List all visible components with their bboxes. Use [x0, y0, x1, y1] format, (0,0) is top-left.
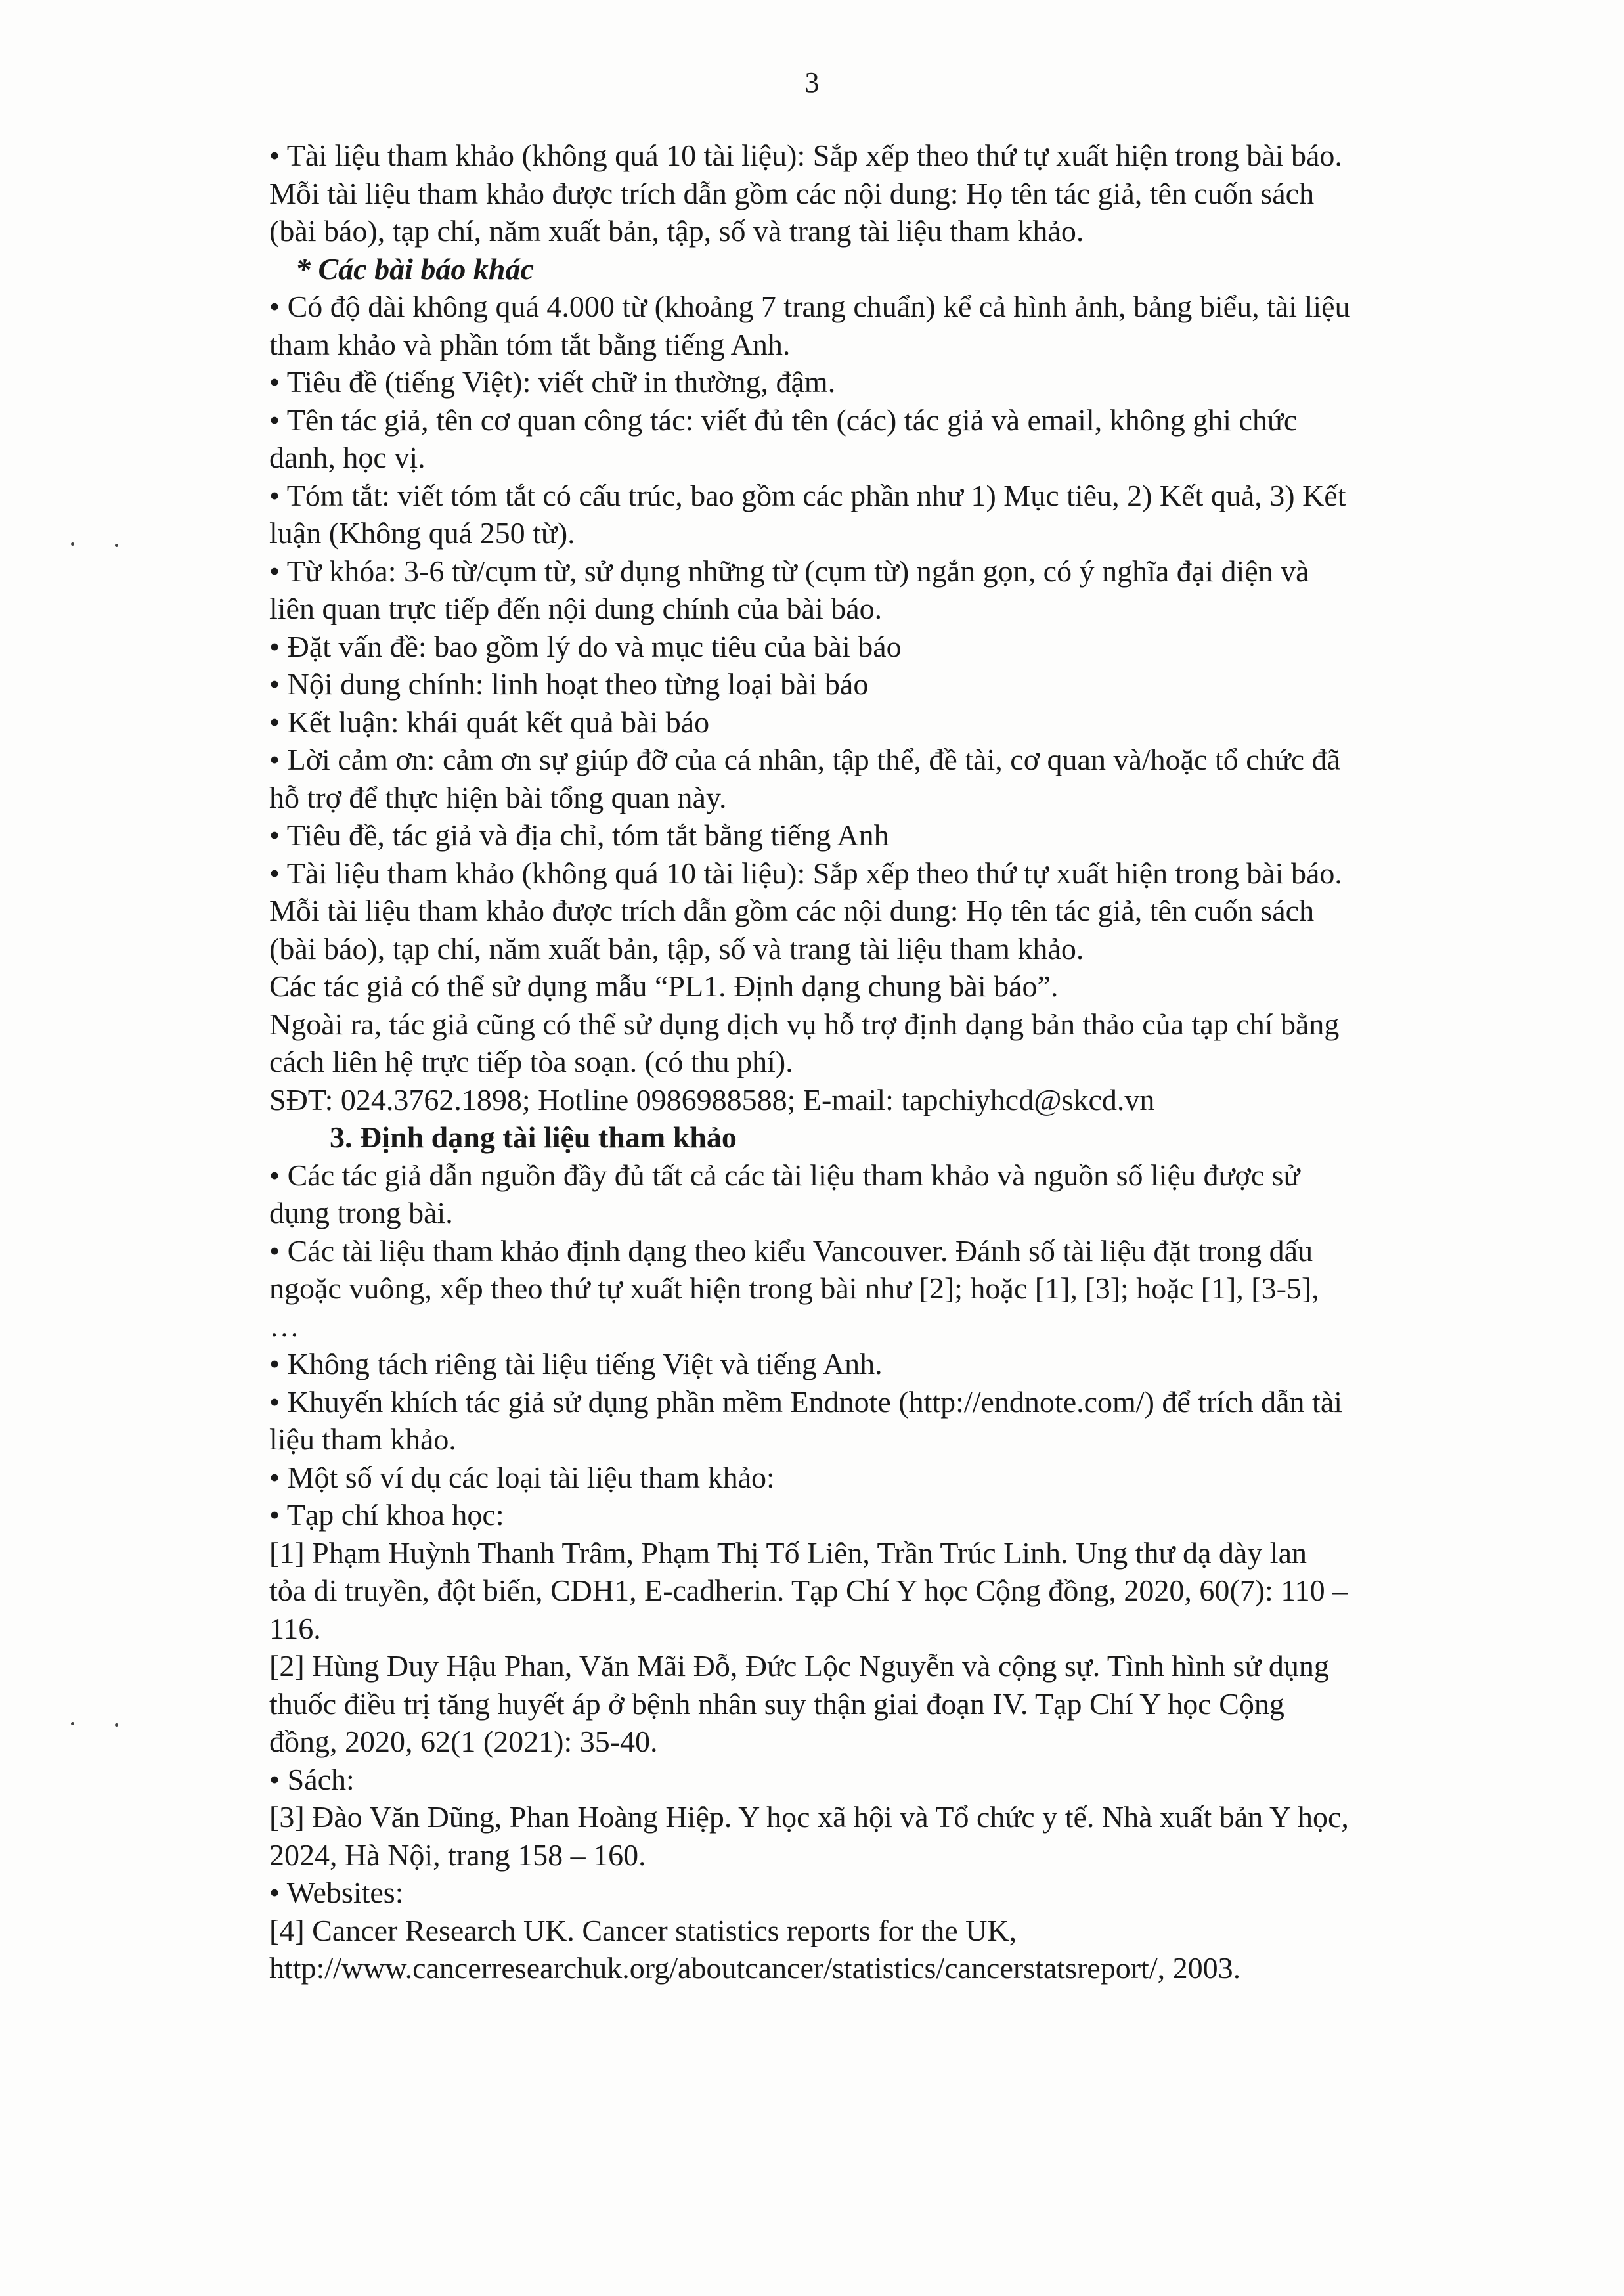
text-line: • Tài liệu tham khảo (không quá 10 tài liệu): Sắp xếp theo thứ tự xuất hiện trong bài báo.: [269, 856, 1342, 890]
reference-item: 2024, Hà Nội, trang 158 – 160.: [269, 1838, 646, 1872]
text-line: …: [269, 1309, 299, 1343]
text-line: (bài báo), tạp chí, năm xuất bản, tập, số và trang tài liệu tham khảo.: [269, 931, 1084, 965]
reference-item: [4] Cancer Research UK. Cancer statistics reports for the UK,: [269, 1913, 1017, 1947]
body-text: [269, 137, 1504, 1987]
text-line: luận (Không quá 250 từ).: [269, 516, 575, 550]
reference-item: tỏa di truyền, đột biến, CDH1, E-cadherin. Tạp Chí Y học Cộng đồng, 2020, 60(7): 110 –: [269, 1574, 1348, 1607]
text-line: hỗ trợ để thực hiện bài tổng quan này.: [269, 780, 727, 814]
text-line: • Tiêu đề, tác giả và địa chỉ, tóm tắt bằng tiếng Anh: [269, 818, 889, 852]
scan-speck: [115, 1723, 118, 1727]
reference-item: thuốc điều trị tăng huyết áp ở bệnh nhân suy thận giai đoạn IV. Tạp Chí Y học Cộng: [269, 1687, 1284, 1721]
reference-item: [2] Hùng Duy Hậu Phan, Văn Mãi Đỗ, Đức Lộc Nguyễn và cộng sự. Tình hình sử dụng: [269, 1649, 1329, 1683]
text-line: • Một số ví dụ các loại tài liệu tham khảo:: [269, 1460, 775, 1494]
scan-speck: [115, 544, 118, 547]
text-line: • Sách:: [269, 1762, 355, 1796]
text-line: • Lời cảm ơn: cảm ơn sự giúp đỡ của cá nhân, tập thể, đề tài, cơ quan và/hoặc tổ chức đã: [269, 743, 1340, 776]
text-line: • Các tài liệu tham khảo định dạng theo kiểu Vancouver. Đánh số tài liệu đặt trong dấu: [269, 1233, 1313, 1268]
text-line: • Tiêu đề (tiếng Việt): viết chữ in thường, đậm.: [269, 365, 836, 399]
reference-item: đồng, 2020, 62(1 (2021): 35-40.: [269, 1725, 658, 1758]
text-line: liệu tham khảo.: [269, 1423, 456, 1456]
text-line: • Đặt vấn đề: bao gồm lý do và mục tiêu của bài báo: [269, 629, 902, 663]
text-line: • Từ khóa: 3-6 từ/cụm từ, sử dụng những từ (cụm từ) ngắn gọn, có ý nghĩa đại diện và: [269, 554, 1309, 588]
section-heading-references: 3. Định dạng tài liệu tham khảo: [330, 1120, 737, 1154]
text-line: Ngoài ra, tác giả cũng có thể sử dụng dịch vụ hỗ trợ định dạng bản thảo của tạp chí bằng: [269, 1007, 1340, 1041]
contact-line: SĐT: 024.3762.1898; Hotline 0986988588; E-mail: tapchiyhcd@skcd.vn: [269, 1082, 1155, 1116]
text-line: danh, học vị.: [269, 441, 426, 474]
text-line: • Nội dung chính: linh hoạt theo từng loại bài báo: [269, 667, 869, 701]
text-line: Mỗi tài liệu tham khảo được trích dẫn gồm các nội dung: Họ tên tác giả, tên cuốn sách: [269, 894, 1315, 927]
text-line: • Khuyến khích tác giả sử dụng phần mềm Endnote (http://endnote.com/) để trích dẫn tài: [269, 1384, 1343, 1419]
text-line: • Có độ dài không quá 4.000 từ (khoảng 7 trang chuẩn) kể cả hình ảnh, bảng biểu, tài liệu: [269, 290, 1350, 323]
text-line: • Websites:: [269, 1876, 404, 1909]
text-line: • Các tác giả dẫn nguồn đầy đủ tất cả các tài liệu tham khảo và nguồn số liệu được sử: [269, 1158, 1300, 1192]
text-line: • Kết luận: khái quát kết quả bài báo: [269, 705, 710, 739]
scan-speck: [71, 1722, 74, 1725]
text-line: Các tác giả có thể sử dụng mẫu “PL1. Định dạng chung bài báo”.: [269, 969, 1059, 1003]
scan-speck: [71, 542, 74, 546]
text-line: • Tên tác giả, tên cơ quan công tác: viết đủ tên (các) tác giả và email, không ghi chức: [269, 403, 1298, 437]
text-line: ngoặc vuông, xếp theo thứ tự xuất hiện trong bài như [2]; hoặc [1], [3]; hoặc [1], [3-5],: [269, 1271, 1319, 1305]
text-line: Mỗi tài liệu tham khảo được trích dẫn gồm các nội dung: Họ tên tác giả, tên cuốn sách: [269, 176, 1315, 210]
text-line: cách liên hệ trực tiếp tòa soạn. (có thu phí).: [269, 1045, 793, 1078]
text-line: (bài báo), tạp chí, năm xuất bản, tập, số và trang tài liệu tham khảo.: [269, 214, 1084, 248]
text-line: • Tóm tắt: viết tóm tắt có cấu trúc, bao gồm các phần như 1) Mục tiêu, 2) Kết quả, 3) Kết: [269, 478, 1346, 512]
text-line: • Không tách riêng tài liệu tiếng Việt và tiếng Anh.: [269, 1347, 883, 1380]
text-line: dụng trong bài.: [269, 1196, 453, 1229]
text-line: tham khảo và phần tóm tắt bằng tiếng Anh.: [269, 327, 791, 361]
page-number: 3: [804, 66, 820, 99]
section-heading-other-articles: * Các bài báo khác: [296, 252, 534, 286]
text-line: • Tài liệu tham khảo (không quá 10 tài liệu): Sắp xếp theo thứ tự xuất hiện trong bài báo.: [269, 139, 1342, 172]
reference-item: [3] Đào Văn Dũng, Phan Hoàng Hiệp. Y học xã hội và Tổ chức y tế. Nhà xuất bản Y học,: [269, 1800, 1349, 1834]
text-line: • Tạp chí khoa học:: [269, 1498, 504, 1532]
reference-item: http://www.cancerresearchuk.org/aboutcancer/statistics/cancerstatsreport/, 2003.: [269, 1951, 1241, 1985]
reference-item: 116.: [269, 1611, 321, 1645]
text-line: liên quan trực tiếp đến nội dung chính của bài báo.: [269, 592, 883, 625]
reference-item: [1] Phạm Huỳnh Thanh Trâm, Phạm Thị Tố Liên, Trần Trúc Linh. Ung thư dạ dày lan: [269, 1535, 1307, 1570]
